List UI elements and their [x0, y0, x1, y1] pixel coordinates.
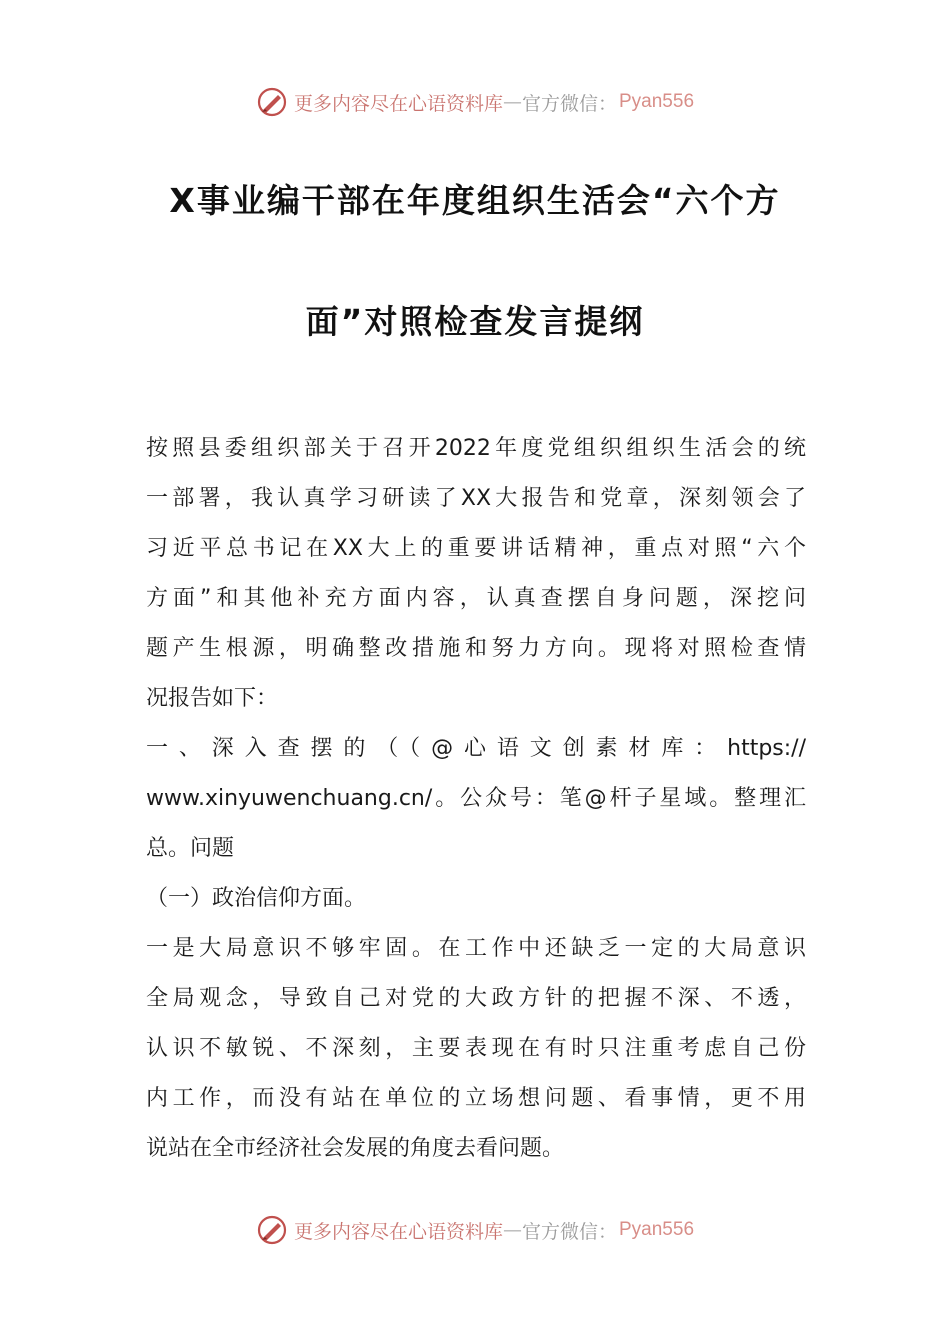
- body-line-6: 况报告如下：: [146, 686, 279, 711]
- body-line-10: （一）政治信仰方面。: [146, 886, 367, 911]
- body-line-14: 内工作，而没有站在单位的立场想问题、看事情，更不用: [146, 1086, 806, 1111]
- body-line-13: 认识不敏锐、不深刻，主要表现在有时只注重考虑自己份: [146, 1036, 806, 1061]
- pen-logo-icon: [256, 1214, 288, 1246]
- document-body: [146, 424, 806, 1174]
- banner-wechat-label: 官方微信：: [521, 1220, 617, 1243]
- banner-main-text: 更多内容尽在心语资料库: [293, 92, 503, 115]
- banner-separator: —: [502, 91, 522, 113]
- body-line-12: 全局观念，导致自己对党的大政方针的把握不深、不透，: [146, 986, 806, 1011]
- pen-logo-icon: [256, 86, 288, 118]
- body-line-5: 题产生根源，明确整改措施和努力方向。现将对照检查情: [146, 636, 806, 661]
- banner-main-text: 更多内容尽在心语资料库: [293, 1220, 503, 1243]
- document-title-line1: X事业编干部在年度组织生活会“六个方: [169, 181, 781, 220]
- body-line-2: 一部署，我认真学习研读了XX大报告和党章，深刻领会了: [146, 486, 806, 511]
- banner-wechat-id: Pyan556: [619, 1219, 695, 1240]
- document-title-line2: 面”对照检查发言提纲: [305, 302, 645, 341]
- body-line-9: 总。问题: [146, 836, 235, 861]
- footer-banner: [0, 1210, 950, 1250]
- banner-wechat-id: Pyan556: [619, 91, 695, 112]
- body-line-8: www.xinyuwenchuang.cn/。公众号：笔@杆子星域。整理汇: [146, 786, 806, 811]
- body-line-15: 说站在全市经济社会发展的角度去看问题。: [146, 1136, 565, 1161]
- banner-separator: —: [502, 1219, 522, 1241]
- body-line-3: 习近平总书记在XX大上的重要讲话精神，重点对照“六个: [146, 536, 806, 561]
- body-line-4: 方面”和其他补充方面内容，认真查摆自身问题，深挖问: [146, 586, 806, 611]
- banner-wechat-label: 官方微信：: [521, 92, 617, 115]
- body-line-11: 一是大局意识不够牢固。在工作中还缺乏一定的大局意识: [146, 936, 806, 961]
- header-banner: [0, 82, 950, 122]
- body-line-1: 按照县委组织部关于召开2022年度党组织组织生活会的统: [146, 436, 806, 461]
- body-line-7: 一、深入查摆的（（@心语文创素材库：https://: [146, 736, 806, 761]
